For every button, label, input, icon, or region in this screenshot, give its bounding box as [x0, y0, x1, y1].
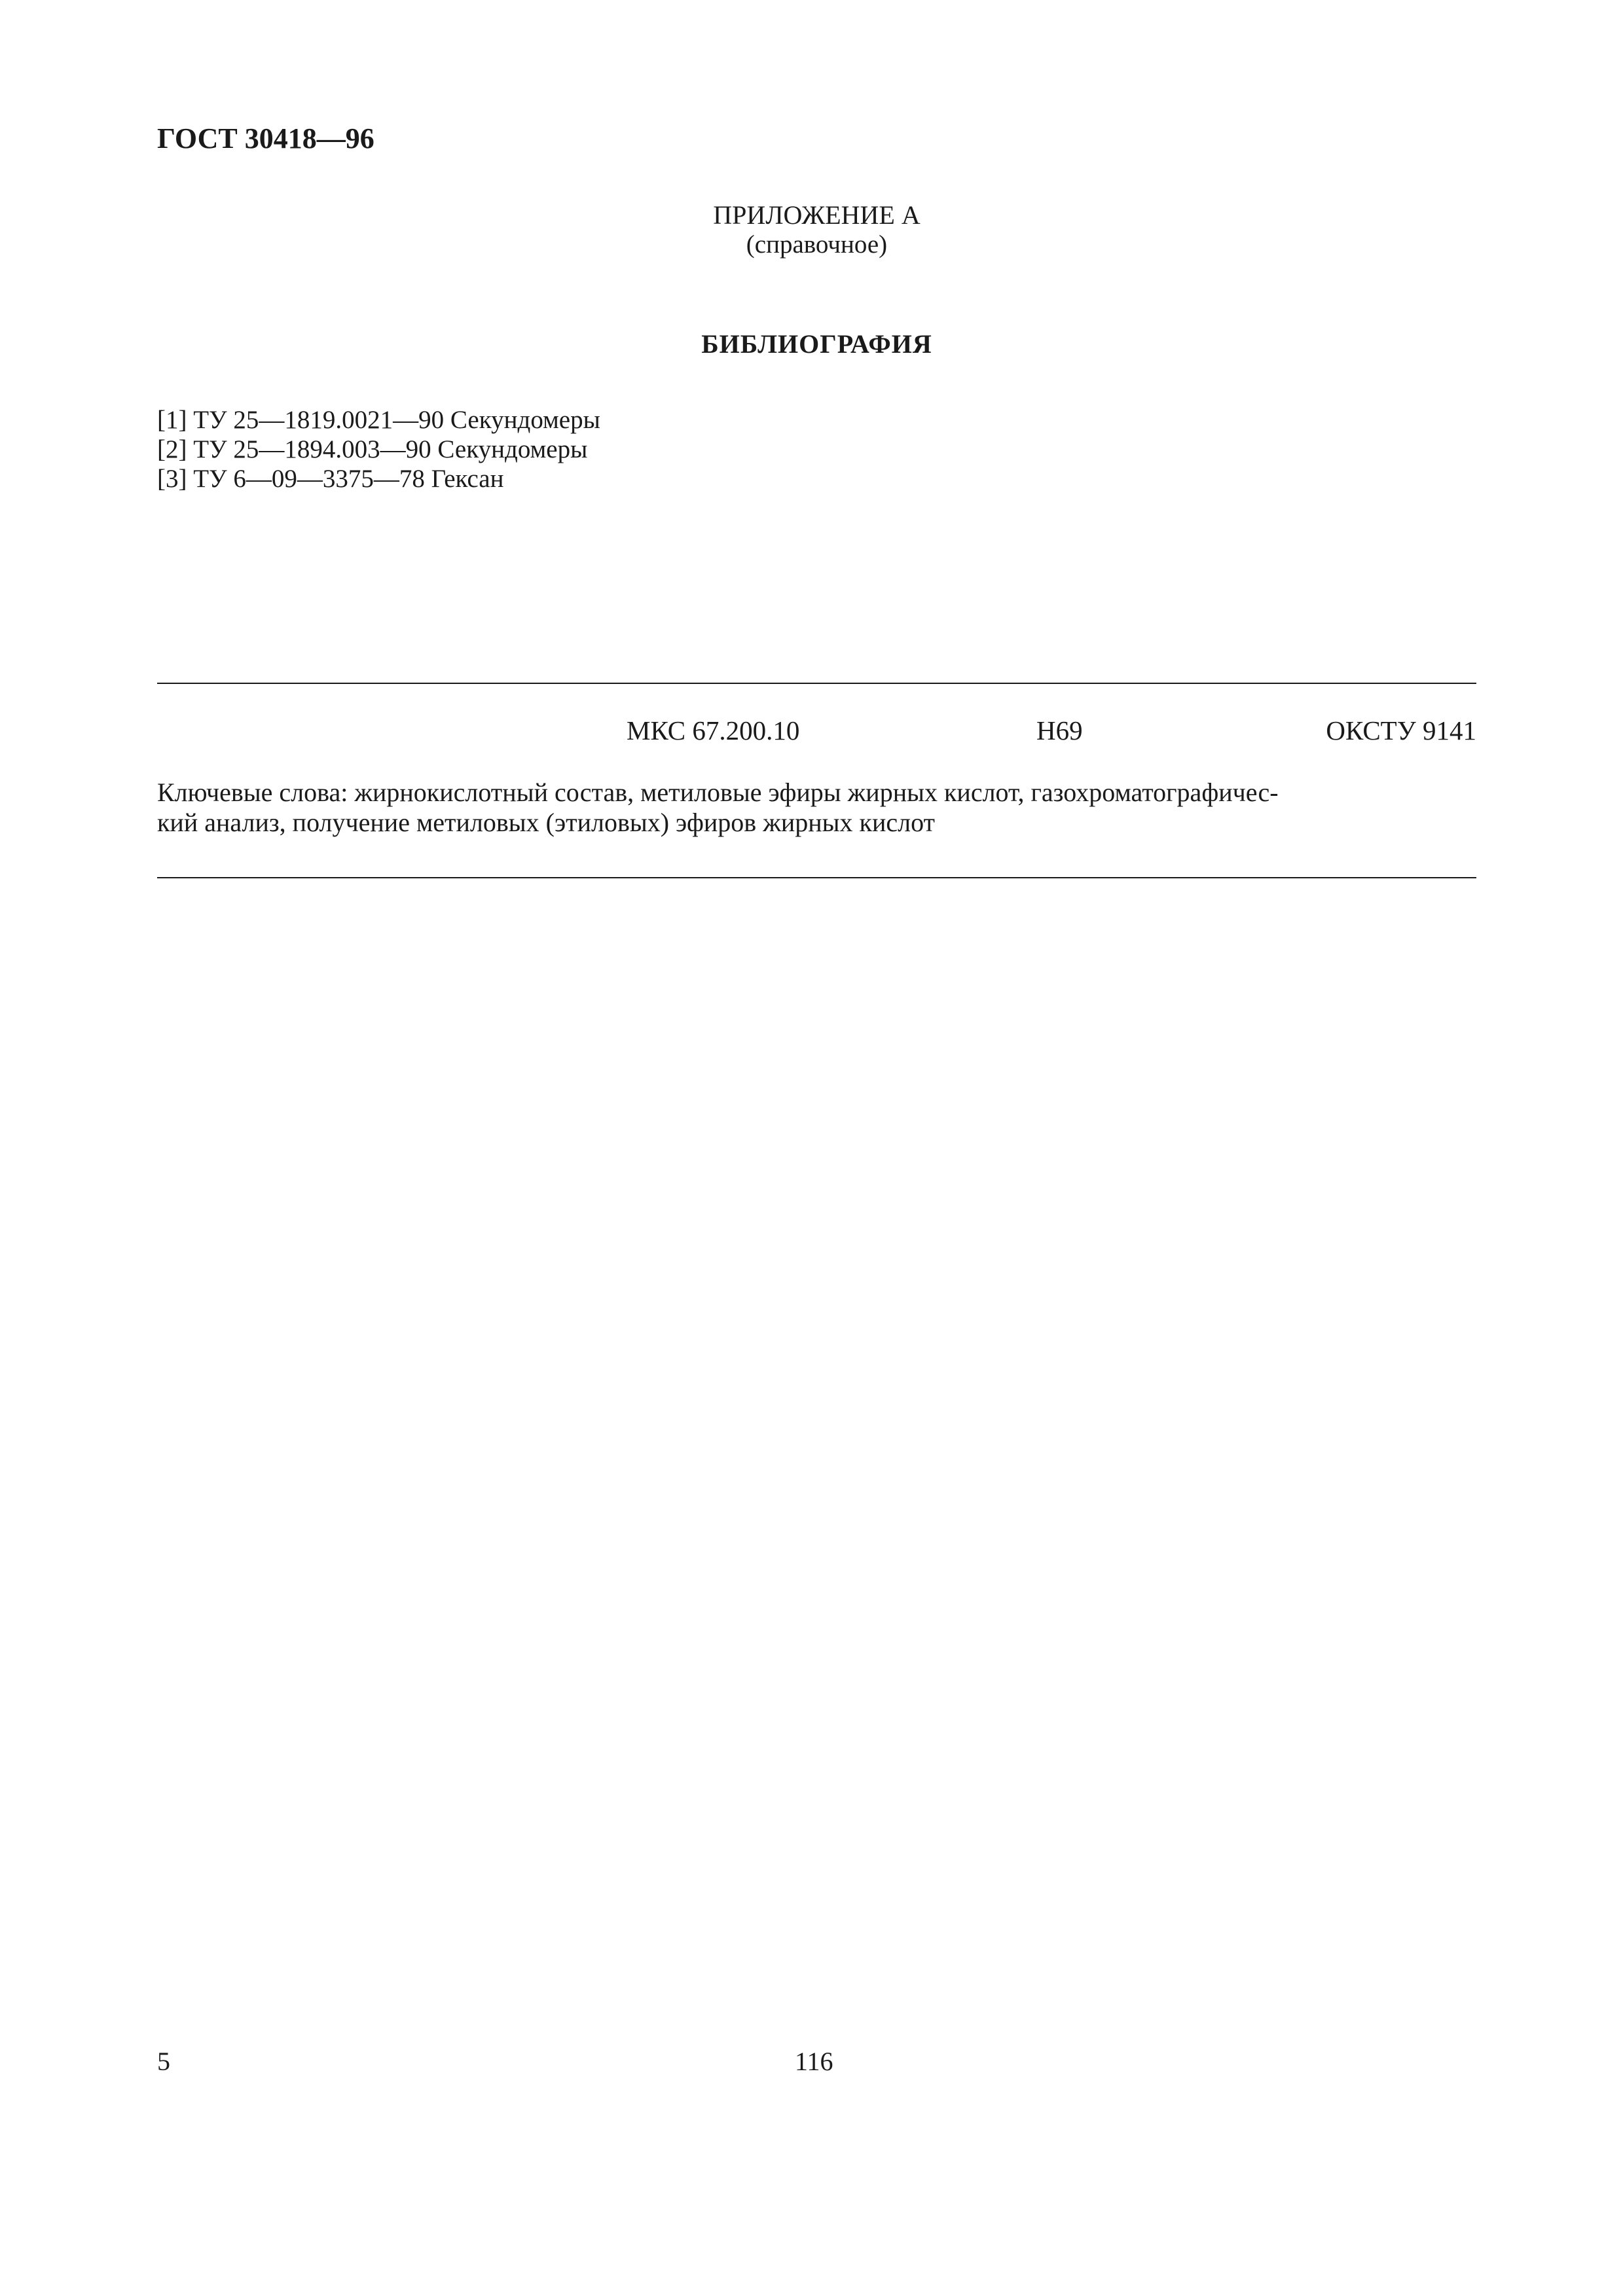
bibliography-heading: БИБЛИОГРАФИЯ: [701, 329, 932, 359]
keywords: [157, 778, 1476, 838]
annex-subtitle: (справочное): [746, 230, 888, 259]
keywords-line-1: Ключевые слова: жирнокислотный состав, метиловые эфиры жирных кислот, газохроматографичес-: [157, 778, 1279, 807]
document-code: ГОСТ 30418—96: [157, 122, 374, 154]
top-divider: [157, 683, 1476, 684]
classification-code: Н69: [1036, 715, 1083, 745]
annex-title: ПРИЛОЖЕНИЕ А: [713, 200, 921, 230]
annex-heading: [157, 200, 1476, 259]
bibliography-item: [3] ТУ 6—09—3375—78 Гексан: [157, 465, 504, 493]
okstu-code: ОКСТУ 9141: [1326, 715, 1476, 745]
bibliography-list: [157, 405, 600, 493]
footer-left-number: 5: [157, 2047, 170, 2076]
bibliography-item: [2] ТУ 25—1894.003—90 Секундомеры: [157, 435, 588, 463]
mks-code: МКС 67.200.10: [627, 715, 800, 745]
bibliography-item: [1] ТУ 25—1819.0021—90 Секундомеры: [157, 406, 600, 434]
bottom-divider: [157, 877, 1476, 878]
keywords-line-2: кий анализ, получение метиловых (этиловых) эфиров жирных кислот: [157, 808, 936, 837]
page-number: 116: [795, 2047, 833, 2076]
